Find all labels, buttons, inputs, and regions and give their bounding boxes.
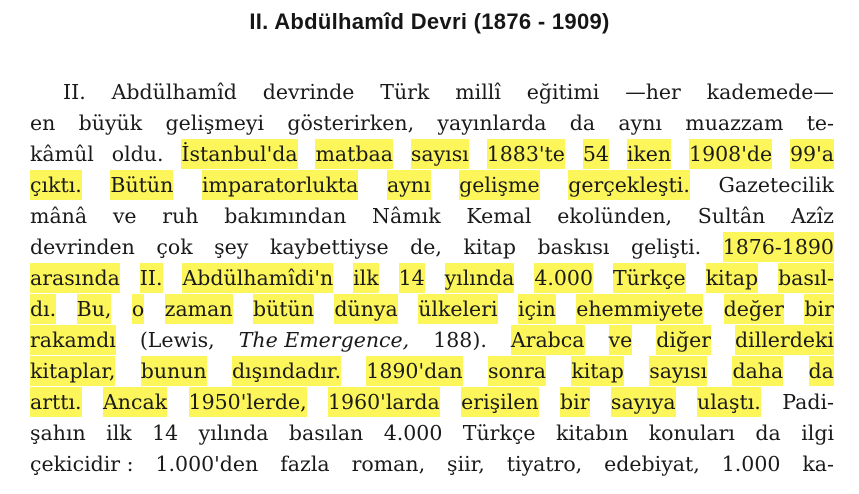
word: 14	[152, 421, 179, 445]
highlighted-word: dışındadır.	[232, 356, 341, 386]
highlighted-word: için	[518, 294, 556, 324]
highlighted-word: da	[809, 356, 834, 386]
citation-title: The Emergence,	[238, 328, 410, 352]
highlighted-word: matbaa	[315, 139, 392, 169]
word: edebiyat,	[604, 452, 700, 476]
word: şiir,	[447, 452, 485, 476]
word: Nâmık	[372, 204, 441, 228]
text-line-12	[30, 418, 834, 448]
word: devrinde	[262, 80, 355, 104]
word: ilgi	[801, 421, 834, 445]
highlighted-word: kitap	[571, 356, 624, 386]
highlighted-word: 14	[399, 263, 425, 293]
word: (Lewis,	[139, 328, 215, 352]
word: kitap	[463, 235, 517, 259]
word: şahın	[30, 421, 86, 445]
word: gösterirken,	[287, 111, 415, 135]
highlighted-word: erişilen	[461, 387, 538, 417]
word: kâmûl	[30, 142, 94, 166]
word: büyük	[78, 111, 143, 135]
highlighted-word: o	[132, 294, 144, 324]
word: mânâ	[30, 204, 88, 228]
highlighted-word: iken	[627, 139, 671, 169]
highlighted-word: ilk	[353, 263, 379, 293]
word: konuları	[648, 421, 735, 445]
highlighted-word: ulaştı.	[697, 387, 761, 417]
text-line-6	[30, 232, 834, 262]
highlighted-word: diğer	[656, 325, 711, 355]
text-line-1	[63, 77, 834, 107]
word: yılında	[198, 421, 269, 445]
highlighted-word: ve	[609, 325, 633, 355]
word: kitabın	[555, 421, 629, 445]
highlighted-word: Ancak	[103, 387, 167, 417]
text-line-8	[30, 294, 834, 324]
word: te-	[806, 111, 834, 135]
word: en	[30, 111, 56, 135]
word: 1.000'den	[155, 452, 259, 476]
highlighted-word: dı.	[30, 294, 56, 324]
section-title: II. Abdülhamîd Devri (1876 - 1909)	[249, 9, 610, 34]
highlighted-word: arasında	[30, 263, 120, 293]
highlighted-word: dünya	[334, 294, 397, 324]
word: fazla	[280, 452, 330, 476]
word: Gazetecilik	[718, 173, 834, 197]
highlighted-word: imparatorlukta	[202, 170, 358, 200]
highlighted-word: 1950'lerde,	[189, 387, 307, 417]
word: da	[755, 421, 781, 445]
word: kaybettiyse	[269, 235, 389, 259]
word: Abdülhamîd	[111, 80, 237, 104]
highlighted-word: ülkeleri	[418, 294, 497, 324]
word: gelişti.	[630, 235, 702, 259]
text-line-2	[30, 108, 834, 138]
text-line-11	[30, 387, 834, 417]
word: ka-	[802, 452, 834, 476]
highlighted-word: Bütün	[110, 170, 173, 200]
highlighted-word: Bu,	[77, 294, 112, 324]
highlighted-word: 99'a	[790, 139, 834, 169]
word: bakımından	[224, 204, 347, 228]
word: oldu.	[111, 142, 164, 166]
word: da	[569, 111, 596, 135]
word: ekolünden,	[557, 204, 673, 228]
word: muazzam	[685, 111, 784, 135]
word: kademede—	[706, 80, 834, 104]
word: aynı	[618, 111, 662, 135]
highlighted-word: aynı	[387, 170, 431, 200]
text-line-10	[30, 356, 834, 386]
highlighted-word: İstanbul'da	[181, 139, 297, 169]
highlighted-word: Türkçe	[613, 263, 686, 293]
word: 4.000	[383, 421, 443, 445]
word: Türkçe	[462, 421, 536, 445]
highlighted-word: zaman	[165, 294, 233, 324]
highlighted-word: daha	[732, 356, 783, 386]
highlighted-word: 54	[583, 139, 609, 169]
text-line-13	[30, 449, 834, 479]
word: çekicidir :	[30, 452, 134, 476]
highlighted-word: II.	[140, 263, 163, 293]
highlighted-word: çıktı.	[30, 170, 82, 200]
word: 188).	[433, 328, 487, 352]
highlighted-word: 1908'de	[689, 139, 772, 169]
word: baskısı	[537, 235, 610, 259]
highlighted-word: 1876-1890	[723, 232, 834, 262]
word: ilk	[106, 421, 132, 445]
highlighted-word: yılında	[445, 263, 515, 293]
word: Kemal	[466, 204, 532, 228]
highlighted-word: bunun	[141, 356, 207, 386]
highlighted-word: Arabca	[511, 325, 585, 355]
text-line-9	[30, 325, 834, 355]
word: yayınlarda	[437, 111, 547, 135]
highlighted-word: sayısı	[649, 356, 707, 386]
highlighted-word: sayısı	[411, 139, 469, 169]
highlighted-word: bir	[560, 387, 589, 417]
word: de,	[410, 235, 442, 259]
highlighted-word: arttı.	[30, 387, 82, 417]
word: roman,	[351, 452, 426, 476]
word: eğitimi	[526, 80, 600, 104]
word: Sultân	[697, 204, 766, 228]
text-line-5	[30, 201, 834, 231]
highlighted-word: 4.000	[534, 263, 593, 293]
highlighted-word: basıl-	[778, 263, 834, 293]
highlighted-word: 1883'te	[487, 139, 565, 169]
highlighted-word: bütün	[253, 294, 314, 324]
highlighted-word: dillerdeki	[735, 325, 834, 355]
word: basılan	[288, 421, 364, 445]
highlighted-word: bir	[804, 294, 833, 324]
highlighted-word: rakamdı	[30, 325, 116, 355]
highlighted-word: 1960'larda	[328, 387, 440, 417]
word: —her	[625, 80, 681, 104]
word: 1.000	[721, 452, 781, 476]
word: ruh	[162, 204, 199, 228]
text-line-7	[30, 263, 834, 293]
word: gelişmeyi	[165, 111, 265, 135]
text-line-4	[30, 170, 834, 200]
word: tiyatro,	[506, 452, 583, 476]
word: millî	[455, 80, 501, 104]
word: Türk	[380, 80, 430, 104]
highlighted-word: gelişme	[459, 170, 539, 200]
highlighted-word: gerçekleşti.	[568, 170, 690, 200]
word: Padi-	[782, 390, 834, 414]
word: çok	[156, 235, 193, 259]
text-line-3	[30, 139, 834, 169]
highlighted-word: değer	[724, 294, 784, 324]
word: Azîz	[791, 204, 834, 228]
highlighted-word: sayıya	[611, 387, 676, 417]
highlighted-word: ehemmiyete	[576, 294, 703, 324]
highlighted-word: Abdülhamîdi'n	[182, 263, 333, 293]
highlighted-word: 1890'dan	[366, 356, 462, 386]
word: şey	[214, 235, 249, 259]
word: ve	[112, 204, 137, 228]
word: II.	[63, 80, 86, 104]
highlighted-word: sonra	[488, 356, 546, 386]
highlighted-word: kitaplar,	[30, 356, 115, 386]
highlighted-word: kitap	[706, 263, 759, 293]
word: devrinden	[30, 235, 135, 259]
